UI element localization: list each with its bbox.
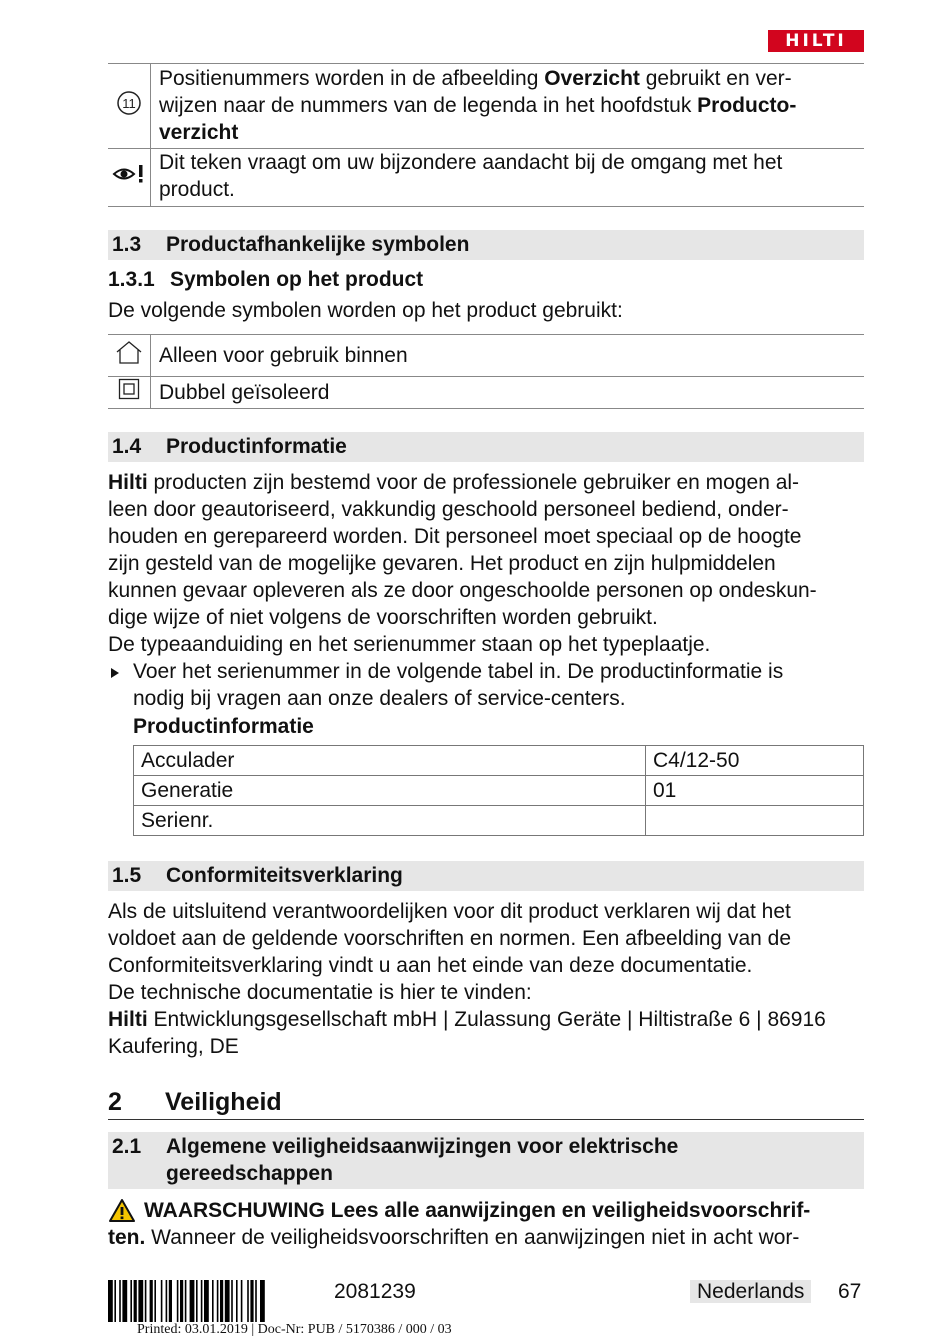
symbol-label: Dubbel geïsoleerd — [151, 377, 865, 409]
section-number: 1.4 — [112, 435, 142, 458]
table-cell-label: Serienr. — [134, 806, 646, 836]
document-code: 2081239 — [334, 1280, 416, 1303]
serial-number-field[interactable] — [646, 806, 864, 836]
section-title: Algemene veiligheidsaanwijzingen voor elektrische gereedschappen — [166, 1135, 679, 1185]
subsection-1-3-1-header — [108, 266, 155, 293]
chapter-title: Veiligheid — [165, 1088, 282, 1116]
table-row — [134, 806, 864, 836]
bullet-triangle-icon — [110, 666, 120, 684]
symbol-row — [108, 377, 864, 409]
address-text: Hilti Entwicklungsgesellschaft mbH | Zulassung Geräte | Hiltistraße 6 | 86916 Kaufering, DE — [108, 1008, 826, 1058]
product-info-paragraph: Hilti producten zijn bestemd voor de professionele gebruiker en mogen al- leen door geautoriseerd, vakkundig geschoold personeel bediend, onder- houden en gerepareerd worden. Dit personeel moet speciaal op de hoogte zijn gesteld van de mogelijke gevaren. Het product en zijn hulpmiddelen kunnen gevaar opleveren als ze door ongeschoolde personen op ondeskun- dige wijze of niet volgens de voorschriften worden gebruikt. — [108, 471, 817, 629]
chapter-2-header — [108, 1086, 864, 1120]
symbols-intro-text: De volgende symbolen worden op het product gebruikt: — [108, 299, 623, 322]
typeplate-text: De typeaanduiding en het serienummer staan op het typeplaatje. — [108, 633, 711, 656]
legend-table — [108, 63, 864, 207]
prodinfo-title: Productinformatie — [133, 715, 314, 738]
language-badge: Nederlands — [690, 1280, 811, 1303]
indoor-house-icon — [108, 335, 151, 377]
legend-text-attention: Dit teken vraagt om uw bijzondere aandacht bij de omgang met het product. — [151, 149, 865, 207]
chapter-number: 2 — [108, 1088, 122, 1116]
table-cell-label: Generatie — [134, 776, 646, 806]
legend-row — [108, 149, 864, 207]
section-title: Productafhankelijke symbolen — [166, 233, 470, 256]
position-number-icon — [108, 64, 151, 149]
language-label — [690, 1280, 811, 1304]
section-number: 1.3 — [112, 233, 142, 256]
table-cell-value: C4/12-50 — [646, 746, 864, 776]
logo-text: HILTI — [785, 31, 847, 51]
symbol-row — [108, 335, 864, 377]
hilti-logo — [768, 30, 864, 52]
legend-row — [108, 64, 864, 149]
subsection-number: 1.3.1 — [108, 268, 155, 291]
section-title: Conformiteitsverklaring — [166, 864, 403, 887]
table-row — [134, 776, 864, 806]
legend-text-overzicht: Positienummers worden in de afbeelding Overzicht gebruikt en ver- wijzen naar de nummers van de legenda in het hoofdstuk Producto- verzicht — [151, 64, 865, 149]
conformity-paragraph: Als de uitsluitend verantwoordelijken voor dit product verklaren wij dat het voldoet aan de geldende voorschriften en normen. Een afbeelding van de Conformiteitsverklaring vindt u aan het einde van deze documentatie. — [108, 900, 791, 977]
symbol-label: Alleen voor gebruik binnen — [151, 335, 865, 377]
section-1-5-header — [108, 861, 864, 891]
section-2-1-header — [108, 1132, 864, 1189]
position-number-text: 11 — [122, 95, 136, 111]
printed-info: Printed: 03.01.2019 | Doc-Nr: PUB / 5170386 / 000 / 03 — [137, 1322, 452, 1337]
section-1-4-header — [108, 432, 864, 462]
page-number: 67 — [838, 1280, 862, 1303]
double-insulated-icon — [108, 377, 151, 409]
barcode — [108, 1280, 316, 1322]
table-cell-label: Acculader — [134, 746, 646, 776]
section-number: 2.1 — [112, 1135, 142, 1158]
table-row — [134, 746, 864, 776]
section-title: Productinformatie — [166, 435, 347, 458]
section-number: 1.5 — [112, 864, 142, 887]
eye-warning-icon — [108, 149, 151, 207]
product-info-table — [133, 745, 864, 836]
bullet-instruction: Voer het serienummer in de volgende tabel in. De productinformatie is nodig bij vragen aan onze dealers of service-centers. — [133, 660, 784, 710]
subsection-1-3-1-title: Symbolen op het product — [170, 268, 424, 291]
warning-text: WAARSCHUWING Lees alle aanwijzingen en veiligheidsvoorschrif- ten. Wanneer de veiligheidsvoorschriften en aanwijzingen niet in acht wor- — [108, 1199, 811, 1249]
techdoc-text: De technische documentatie is hier te vinden: — [108, 981, 532, 1004]
section-1-3-header — [108, 230, 864, 260]
symbols-table — [108, 334, 864, 409]
table-cell-value: 01 — [646, 776, 864, 806]
